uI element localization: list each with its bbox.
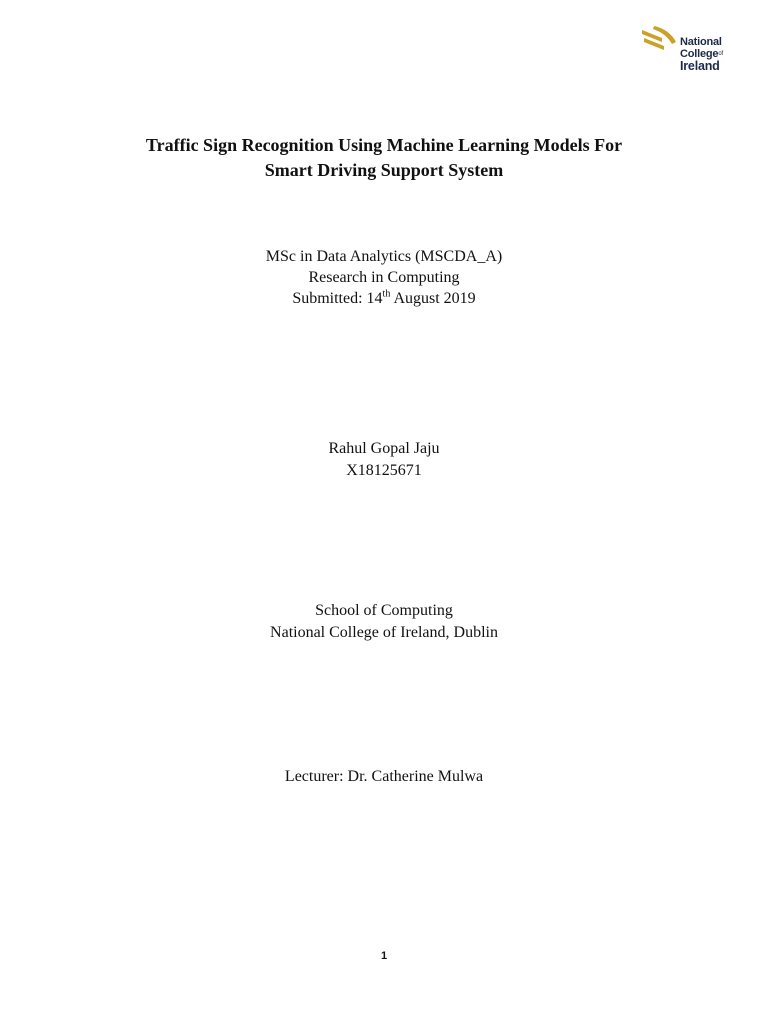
school-department: School of Computing xyxy=(315,602,453,619)
logo-line-2-text: College xyxy=(680,48,719,60)
title-line-1: Traffic Sign Recognition Using Machine Learning Models For xyxy=(145,135,623,155)
college-logo-mark-icon xyxy=(640,24,680,60)
title-line-2: Smart Driving Support System xyxy=(264,160,504,180)
school-institution: National College of Ireland, Dublin xyxy=(270,624,498,641)
author-name: Rahul Gopal Jaju xyxy=(328,440,440,457)
document-title xyxy=(0,133,768,183)
submission-date xyxy=(0,288,768,309)
logo-line-2-of: of xyxy=(718,51,723,57)
submission-date-ordinal: th xyxy=(382,288,391,300)
module-name: Research in Computing xyxy=(308,269,460,286)
author-info xyxy=(0,438,768,482)
page-number: 1 xyxy=(380,950,388,962)
college-logo xyxy=(640,22,732,78)
college-logo-wordmark xyxy=(680,36,723,73)
submission-date-prefix: Submitted: 14 xyxy=(292,290,383,307)
programme-name: MSc in Data Analytics (MSCDA_A) xyxy=(265,248,503,265)
school-info xyxy=(0,600,768,644)
lecturer-line: Lecturer: Dr. Catherine Mulwa xyxy=(284,768,484,785)
course-info xyxy=(0,246,768,309)
logo-line-3: Ireland xyxy=(680,59,720,73)
submission-date-suffix: August 2019 xyxy=(390,290,476,307)
logo-line-1: National xyxy=(680,36,722,48)
student-id: X18125671 xyxy=(346,462,422,479)
